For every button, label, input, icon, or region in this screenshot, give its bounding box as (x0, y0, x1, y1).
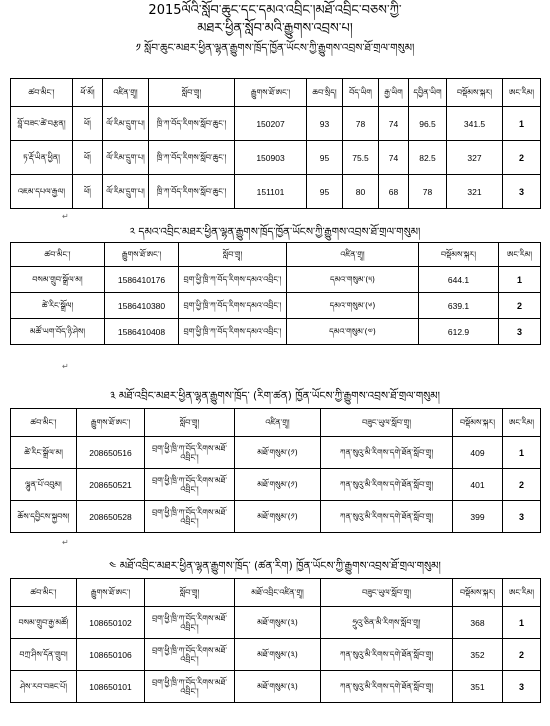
score-politics: 95 (307, 175, 343, 209)
student-name: མཚོ་ཡག་བོད་ཉི་ཤེས། (11, 319, 105, 345)
class: མཐོ་གསུམ་(༣) (235, 607, 321, 639)
class: ལོ་རིམ་དྲུག་པ། (103, 141, 149, 175)
column-header: ཚབ་མིང་། (11, 409, 77, 437)
total-score: 644.1 (419, 267, 499, 293)
column-header: རྒྱུགས་ཐོ་ཨང་། (77, 409, 145, 437)
column-header: ཚབ་མིང་། (11, 243, 105, 267)
column-header: བཟུང་ཡུལ་སློབ་གྲྭ། (321, 579, 453, 607)
column-header: བསྡོམས་སྐར། (447, 79, 503, 107)
exam-number: 208650521 (77, 469, 145, 501)
class: མཐོ་གསུམ་(༡) (235, 437, 321, 469)
paragraph-mark: ↵ (62, 538, 69, 547)
total-score: 321 (447, 175, 503, 209)
section-2-table (10, 242, 541, 345)
student-name: བསམ་གྲུབ་རྒྱ་མཚོ། (11, 607, 77, 639)
table-header-row (11, 243, 541, 267)
gender: ཕོ། (73, 141, 103, 175)
total-score: 401 (453, 469, 503, 501)
table-row (11, 671, 541, 703)
table-header-row (11, 79, 541, 107)
column-header: ཨང་རིམ། (503, 579, 541, 607)
column-header: འཛིན་གྲྭ། (103, 79, 149, 107)
paragraph-mark: ↵ (62, 362, 69, 371)
table-header-row (11, 579, 541, 607)
column-header: བསྡོམས་སྐར། (419, 243, 499, 267)
admitted-school: ཀན་སུའུ་མི་རིགས་དགེ་ཐོན་སློབ་གྲྭ། (321, 639, 453, 671)
student-name: ལྷུན་པོ་འབུམ། (11, 469, 77, 501)
class: དམའ་གསུམ་(༧) (287, 319, 419, 345)
class: དམའ་གསུམ་(༦) (287, 293, 419, 319)
column-header: ཆབ་སྲིད། (307, 79, 343, 107)
rank: 2 (503, 639, 541, 671)
total-score: 327 (447, 141, 503, 175)
exam-number: 150207 (235, 107, 307, 141)
section-3-heading: ༣ མཐོ་འབྲིང་མཐར་ཕྱིན་ལྷན་རྒྱུགས་ཁྲོད་ (རིག་ཚན) ཁྱོན་ཡོངས་ཀྱི་རྒྱུགས་འབྲས་ཐོ་གྲལ་གསུམ། (110, 390, 440, 402)
score-chinese: 74 (379, 141, 409, 175)
paragraph-mark: ↵ (62, 212, 69, 221)
rank: 1 (503, 437, 541, 469)
section-4-heading: ༤ མཐོ་འབྲིང་མཐར་ཕྱིན་ལྷན་རྒྱུགས་ཁྲོད་ (ཚན་རིག) ཁྱོན་ཡོངས་ཀྱི་རྒྱུགས་འབྲས་ཐོ་གྲལ་གསུམ། (109, 560, 441, 572)
total-score: 368 (453, 607, 503, 639)
total-score: 341.5 (447, 107, 503, 141)
table-row (11, 175, 541, 209)
column-header: སློབ་གྲྭ། (149, 79, 235, 107)
column-header: སློབ་གྲྭ། (145, 579, 235, 607)
school: བྲག་ཕྱི་ཁྲི་ཀ་བོད་རིགས་མཐོ་འབྲིང་། (145, 501, 235, 533)
admitted-school: ཀན་སུའུ་མི་རིགས་དགེ་ཐོན་སློབ་གྲྭ། (321, 469, 453, 501)
exam-number: 150903 (235, 141, 307, 175)
column-header: ཨང་རིམ། (503, 79, 541, 107)
column-header: སློབ་གྲྭ། (179, 243, 287, 267)
section-1-table (10, 78, 541, 209)
total-score: 399 (453, 501, 503, 533)
rank: 3 (499, 319, 541, 345)
table-header-row (11, 409, 541, 437)
score-tibetan: 75.5 (343, 141, 379, 175)
score-english: 78 (409, 175, 447, 209)
school: བྲག་ཕྱི་ཁྲི་ཀ་བོད་རིགས་མཐོ་འབྲིང་། (145, 437, 235, 469)
total-score: 351 (453, 671, 503, 703)
table-row (11, 141, 541, 175)
column-header: དབྱིན་ཡིག (409, 79, 447, 107)
column-header: ཨང་རིམ། (503, 409, 541, 437)
admitted-school: ཧྲུའུ་ཅིན་མི་རིགས་སློབ་གྲྭ། (321, 607, 453, 639)
student-name: བཀྲ་ཤིས་དོན་གྲུབ། (11, 639, 77, 671)
class: དམའ་གསུམ་(༥) (287, 267, 419, 293)
school: ཁྲི་ཀ་བོད་རིགས་སློབ་ཆུང་། (149, 175, 235, 209)
student-name: ཚེ་རིང་སྒྲོལ། (11, 293, 105, 319)
school: བྲག་ཕྱི་ཁྲི་ཀ་བོད་རིགས་མཐོ་འབྲིང་། (145, 607, 235, 639)
column-header: རྒྱ་ཡིག (379, 79, 409, 107)
exam-number: 108650101 (77, 671, 145, 703)
class: མཐོ་གསུམ་(༣) (235, 671, 321, 703)
rank: 3 (503, 671, 541, 703)
student-name: འཇམ་དཔལ་རྒྱལ། (11, 175, 73, 209)
rank: 2 (503, 469, 541, 501)
table-row (11, 267, 541, 293)
gender: ཕོ། (73, 175, 103, 209)
gender: ཕོ། (73, 107, 103, 141)
column-header: རྒྱུགས་ཐོ་ཨང་། (235, 79, 307, 107)
admitted-school: ཀན་སུའུ་མི་རིགས་དགེ་ཐོན་སློབ་གྲྭ། (321, 437, 453, 469)
exam-number: 1586410380 (105, 293, 179, 319)
rank: 1 (503, 607, 541, 639)
table-row (11, 293, 541, 319)
rank: 1 (503, 107, 541, 141)
column-header: མཐོ་འབྲིང་འཛིན་གྲྭ། (235, 579, 321, 607)
section-3-table (10, 408, 541, 533)
table-row (11, 501, 541, 533)
class: ལོ་རིམ་དྲུག་པ། (103, 107, 149, 141)
school: ཁྲི་ཀ་བོད་རིགས་སློབ་ཆུང་། (149, 107, 235, 141)
column-header: བསྡོམས་སྐར། (453, 579, 503, 607)
document-title-line1: 2015ལོའི་སློབ་ཆུང་དང་དམའ་འབྲིང་།མཐོ་འབྲིང་བཅས་ཀྱི་ (148, 3, 402, 18)
score-english: 96.5 (409, 107, 447, 141)
school: བྲག་ཕྱི་ཁྲི་ཀ་བོད་རིགས་མཐོ་འབྲིང་། (145, 671, 235, 703)
exam-number: 1586410408 (105, 319, 179, 345)
total-score: 639.1 (419, 293, 499, 319)
school: བྲག་ཕྱི་ཁྲི་ཀ་བོད་རིགས་མཐོ་འབྲིང་། (145, 469, 235, 501)
student-name: ཆོས་དབྱིངས་སྐྱབས། (11, 501, 77, 533)
column-header: བཟུང་ཡུལ་སློབ་གྲྭ། (321, 409, 453, 437)
column-header: རྒྱུགས་ཐོ་ཨང་། (105, 243, 179, 267)
admitted-school: ཀན་སུའུ་མི་རིགས་དགེ་ཐོན་སློབ་གྲྭ། (321, 671, 453, 703)
column-header: བོད་ཡིག (343, 79, 379, 107)
student-name: ཚེ་རིང་སྒྲོལ་མ། (11, 437, 77, 469)
rank: 1 (499, 267, 541, 293)
school: བྲག་ཕྱི་ཁྲི་ཀ་བོད་རིགས་དམའ་འབྲིང་། (179, 267, 287, 293)
score-chinese: 74 (379, 107, 409, 141)
exam-number: 151101 (235, 175, 307, 209)
table-row (11, 107, 541, 141)
rank: 2 (499, 293, 541, 319)
student-name: བསམ་གྲུབ་སྒྲོལ་མ། (11, 267, 105, 293)
school: བྲག་ཕྱི་ཁྲི་ཀ་བོད་རིགས་དམའ་འབྲིང་། (179, 319, 287, 345)
student-name: བློ་བཟང་ཚེ་བརྩན། (11, 107, 73, 141)
column-header: ཨང་རིམ། (499, 243, 541, 267)
total-score: 409 (453, 437, 503, 469)
rank: 2 (503, 141, 541, 175)
class: མཐོ་གསུམ་(༡) (235, 501, 321, 533)
column-header: རྒྱུགས་ཐོ་ཨང་། (77, 579, 145, 607)
table-row (11, 469, 541, 501)
score-politics: 93 (307, 107, 343, 141)
class: མཐོ་གསུམ་(༣) (235, 639, 321, 671)
table-row (11, 319, 541, 345)
school: བྲག་ཕྱི་ཁྲི་ཀ་བོད་རིགས་མཐོ་འབྲིང་། (145, 639, 235, 671)
section-1-heading: ༡ སློབ་ཆུང་མཐར་ཕྱིན་ལྷན་རྒྱུགས་ཁྲོད་ཁྱོན་ཡོངས་ཀྱི་རྒྱུགས་འབྲས་ཐོ་གྲལ་གསུམ། (135, 42, 415, 54)
exam-number: 108650106 (77, 639, 145, 671)
exam-number: 208650516 (77, 437, 145, 469)
total-score: 612.9 (419, 319, 499, 345)
score-tibetan: 80 (343, 175, 379, 209)
score-chinese: 68 (379, 175, 409, 209)
column-header: ཕོ་མོ། (73, 79, 103, 107)
score-english: 82.5 (409, 141, 447, 175)
exam-number: 208650528 (77, 501, 145, 533)
score-tibetan: 78 (343, 107, 379, 141)
table-row (11, 639, 541, 671)
school: ཁྲི་ཀ་བོད་རིགས་སློབ་ཆུང་། (149, 141, 235, 175)
exam-number: 108650102 (77, 607, 145, 639)
column-header: འཛིན་གྲྭ། (287, 243, 419, 267)
rank: 3 (503, 175, 541, 209)
column-header: ཚབ་མིང་། (11, 79, 73, 107)
column-header: སློབ་གྲྭ། (145, 409, 235, 437)
score-politics: 95 (307, 141, 343, 175)
class: མཐོ་གསུམ་(༡) (235, 469, 321, 501)
total-score: 352 (453, 639, 503, 671)
student-name: ཤེས་རབ་བཟང་པོ། (11, 671, 77, 703)
section-4-table (10, 578, 541, 703)
school: བྲག་ཕྱི་ཁྲི་ཀ་བོད་རིགས་དམའ་འབྲིང་། (179, 293, 287, 319)
admitted-school: ཀན་སུའུ་མི་རིགས་དགེ་ཐོན་སློབ་གྲྭ། (321, 501, 453, 533)
section-2-heading: ༢ དམའ་འབྲིང་མཐར་ཕྱིན་ལྷན་རྒྱུགས་ཁྲོད་ཁྱོན་ཡོངས་ཀྱི་རྒྱུགས་འབྲས་ཐོ་གྲལ་གསུམ། (129, 226, 421, 238)
column-header: བསྡོམས་སྐར། (453, 409, 503, 437)
rank: 3 (503, 501, 541, 533)
column-header: འཛིན་གྲྭ། (235, 409, 321, 437)
student-name: ཏ་རྡོ་ཡིན་ཕྱིན། (11, 141, 73, 175)
class: ལོ་རིམ་དྲུག་པ། (103, 175, 149, 209)
table-row (11, 437, 541, 469)
exam-number: 1586410176 (105, 267, 179, 293)
table-row (11, 607, 541, 639)
column-header: ཚབ་མིང་། (11, 579, 77, 607)
document-title-line2: མཐར་ཕྱིན་སློབ་མའི་རྒྱུགས་འབྲས་པ། (197, 21, 353, 36)
